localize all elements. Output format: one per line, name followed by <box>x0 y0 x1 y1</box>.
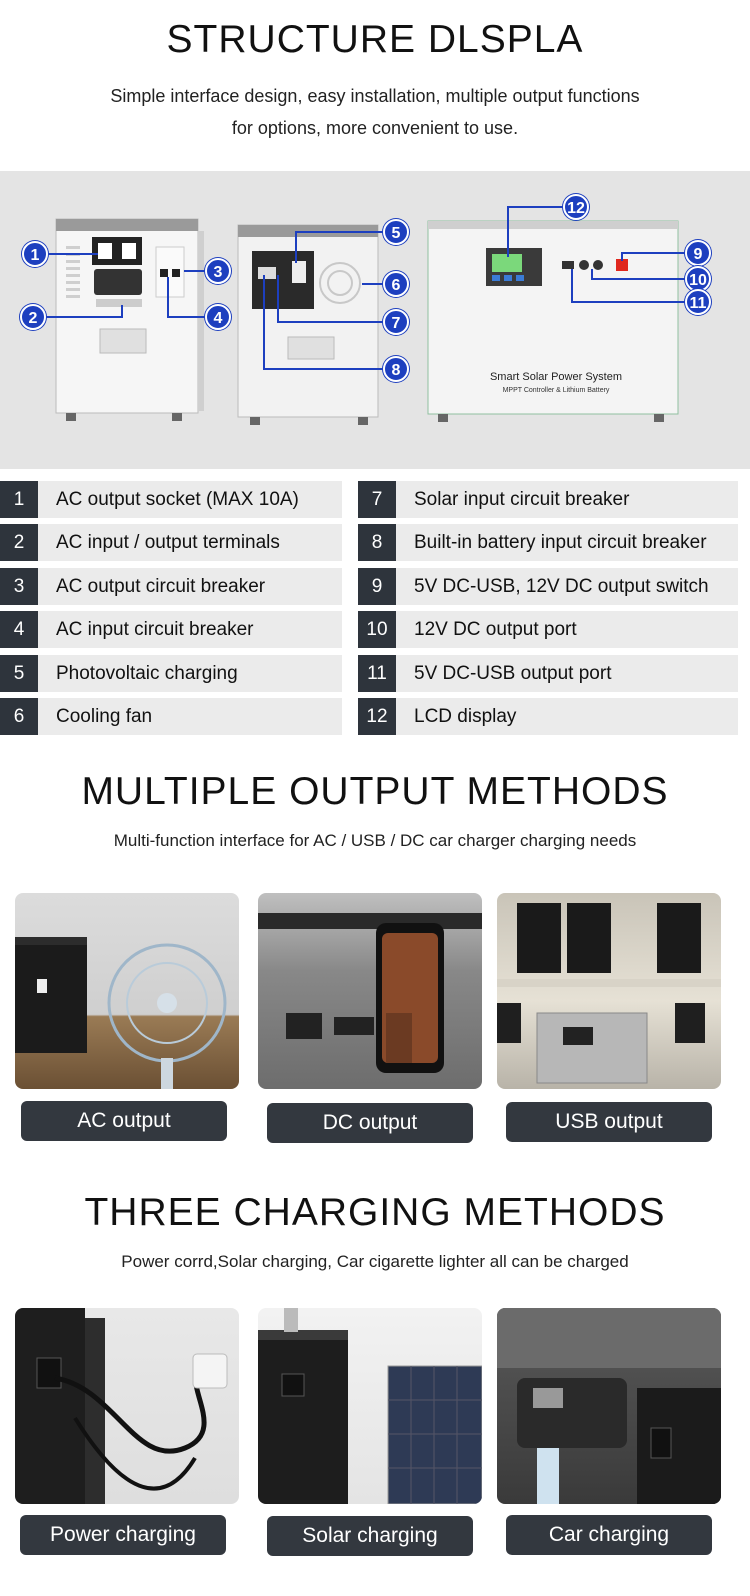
part-number: 10 <box>358 611 396 648</box>
panel-text-2: MPPT Controller & Lithium Battery <box>502 387 610 394</box>
power-charging-photo <box>15 1308 239 1504</box>
part-row <box>358 655 738 692</box>
dc-output-photo <box>258 893 482 1089</box>
part-row <box>358 568 738 605</box>
diagram-marker-9: 9 <box>685 240 711 266</box>
ac-output-photo <box>15 893 239 1089</box>
diagram-marker-4: 4 <box>205 304 231 330</box>
diagram-marker-1: 1 <box>22 241 48 267</box>
part-number: 3 <box>0 568 38 605</box>
part-row <box>0 568 342 605</box>
diagram-marker-5: 5 <box>383 219 409 245</box>
part-number: 6 <box>0 698 38 735</box>
car-charging-photo <box>497 1308 721 1504</box>
part-number: 8 <box>358 524 396 561</box>
structure-subtitle-line2: for options, more convenient to use. <box>231 118 519 138</box>
part-label: LCD display <box>396 698 738 735</box>
solar-charging-photo <box>258 1308 482 1504</box>
part-row <box>358 698 738 735</box>
output-subtitle: Multi-function interface for AC / USB / DC car charger charging needs <box>113 831 637 850</box>
charging-subtitle: Power corrd,Solar charging, Car cigarette lighter all can be charged <box>121 1252 629 1271</box>
part-number: 9 <box>358 568 396 605</box>
part-label: AC output circuit breaker <box>38 568 342 605</box>
product-structure-diagram <box>0 171 750 469</box>
power-charging-label: Power charging <box>20 1515 226 1555</box>
usb-output-illustration <box>497 893 721 1089</box>
part-label: 5V DC-USB, 12V DC output switch <box>396 568 738 605</box>
part-number: 4 <box>0 611 38 648</box>
usb-output-label: USB output <box>506 1102 712 1142</box>
solar-charging-illustration <box>258 1308 482 1504</box>
output-title: MULTIPLE OUTPUT METHODS <box>81 770 669 813</box>
usb-output-photo <box>497 893 721 1089</box>
part-row <box>0 481 342 518</box>
diagram-marker-8: 8 <box>383 356 409 382</box>
structure-subtitle-line1: Simple interface design, easy installation, multiple output functions <box>110 86 640 106</box>
panel-text-1: Smart Solar Power System <box>489 371 623 383</box>
dc-output-label: DC output <box>267 1103 473 1143</box>
charging-title: THREE CHARGING METHODS <box>84 1191 666 1234</box>
part-number: 7 <box>358 481 396 518</box>
car-charging-label: Car charging <box>506 1515 712 1555</box>
diagram-marker-12: 12 <box>563 194 589 220</box>
solar-charging-label: Solar charging <box>267 1516 473 1556</box>
ac-output-label: AC output <box>21 1101 227 1141</box>
diagram-marker-2: 2 <box>20 304 46 330</box>
part-number: 1 <box>0 481 38 518</box>
part-number: 2 <box>0 524 38 561</box>
part-row <box>0 524 342 561</box>
part-row <box>358 611 738 648</box>
diagram-marker-3: 3 <box>205 258 231 284</box>
part-label: Built-in battery input circuit breaker <box>396 524 738 561</box>
diagram-marker-11: 11 <box>685 289 711 315</box>
part-label: 5V DC-USB output port <box>396 655 738 692</box>
car-charging-illustration <box>497 1308 721 1504</box>
dc-output-illustration <box>258 893 482 1089</box>
part-row <box>0 698 342 735</box>
part-number: 11 <box>358 655 396 692</box>
structure-title: STRUCTURE DLSPLA <box>166 18 584 61</box>
diagram-illustration <box>0 171 750 469</box>
part-number: 5 <box>0 655 38 692</box>
part-row <box>0 611 342 648</box>
part-label: AC output socket (MAX 10A) <box>38 481 342 518</box>
part-label: AC input / output terminals <box>38 524 342 561</box>
power-charging-illustration <box>15 1308 239 1504</box>
part-row <box>358 481 738 518</box>
diagram-marker-7: 7 <box>383 309 409 335</box>
part-number: 12 <box>358 698 396 735</box>
part-label: Cooling fan <box>38 698 342 735</box>
ac-output-illustration <box>15 893 239 1089</box>
part-label: Photovoltaic charging <box>38 655 342 692</box>
part-label: AC input circuit breaker <box>38 611 342 648</box>
part-label: Solar input circuit breaker <box>396 481 738 518</box>
diagram-marker-10: 10 <box>685 266 711 292</box>
part-row <box>0 655 342 692</box>
diagram-marker-6: 6 <box>383 271 409 297</box>
part-label: 12V DC output port <box>396 611 738 648</box>
part-row <box>358 524 738 561</box>
